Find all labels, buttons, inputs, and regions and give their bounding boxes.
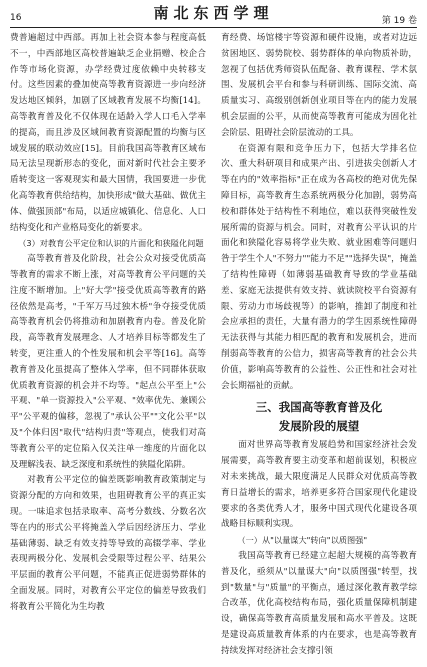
paragraph: 对教育公平定位的偏差既影响教育政策制定与资源分配的方向和效果，也阻碍教育公平的真正实现。一味追求包括录取率、高考分数线、分数名次等在内的形式公平将掩盖入学后因经济压力、学业基础薄弱、缺乏有效支持等导致的高辍学率、学业表现两极分化、发展机会受限等过程公平、结果公平层面的教育公平问题，不能真正促进弱势群体的全面发展。同时，对教育公平定位的偏差导致我们将教育公平简化为生均教 [10,475,206,612]
subsection-heading: （3）对教育公平定位和认识的片面化和狭隘化问题 [18,238,204,249]
page-header [10,2,417,26]
paragraph: 在资源有限和竞争压力下，包括大学排名位次、重大科研项目和成果产出、引进拔尖创新人才等在内的"效率指标"正在成为各高校的绝对优先保障目标，高等教育生态系统两极分化加剧，弱势高校和群体处于结构性不利地位，难以获得突破性发展所需的资源与机会。同时，对教育公平认识的片面化和狭隘化容易将学业失败、就业困难等问题归咎于学生个人"不努力""能力不足""选择失误"，掩盖了结构性障碍（如薄弱基础教育导致的学业基础差、家庭无法提供有效支持、就读院校平台资源有限、劳动力市场歧视等）的影响，推卸了制度和社会应承担的责任，大量有潜力的学生因系统性障碍无法获得与其能力相匹配的教育和发展机会，进而削弱高等教育的公信力，损害高等教育的社会公共价值，影响高等教育的公益性、公正性和社会对社会长期福祉的贡献。 [221,143,417,391]
paragraph: 高等教育普及化阶段，社会公众对接受优质高等教育的需求不断上涨，对高等教育公平问题的关注度不断增加。上"好大学"接受优质高等教育的路径依然是高考，"千军万马过独木桥"争夺接受优质高等教育机会仍将推动和加剧教育内卷。普及化阶段，高等教育发展理念、人才培养目标等都发生了转变，更注重人的个性发展和机会平等[16]。高等教育普及化虽提高了整体入学率，但不同群体获取优质教育资源的机会并不均等。"起点公平至上"公平观、"单一资源投入"公平观、"效率优先、兼顾公平"公平观的偏移，忽视了"承认公平""文化公平"以及"个体归因"取代"结构归责"等观点，使我们对高等教育公平的定位陷入仅关注单一维度的片面化以及理解浅表、缺乏深度和系统性的狭隘化陷阱。 [10,254,206,470]
volume-label: 第 19 卷 [381,16,417,26]
section-title [221,398,417,436]
paragraph: 育经费、场馆楼宇等资源和硬件设施，或者对边远贫困地区、弱势院校、弱势群体的单向物质补助，忽视了包括优秀师资队伍配备、教育课程、学术氛围、发展机会平台和参与科研训练、国际交流、高质量实习、高级别创新创业项目等在内的能力发展机会层面的公平，从而使高等教育可能成为固化社会阶层、阻碍社会阶层流动的工具。 [221,33,417,138]
section-title-line: 三、我国高等教育普及化 [255,400,383,415]
paragraph: 我国高等教育已经建立起超大规模的高等教育普及化，亟须从"以量谋大"向"以质图强"转型，找到"数量"与"质量"的平衡点，通过深化教育教学综合改革，优化高校结构布局，强化质量保障机制建设，确保高等教育高质量发展和高水平普及。这既是建设高质量教育体系的内在要求，也是高等教育持续发挥对经济社会支撑引领 [221,550,417,656]
journal-title: 南北东西学理 [153,4,274,22]
subsection-heading: （一）从"以量谋大"转向"以质图强" [237,535,368,546]
page-number: 16 [10,13,22,23]
header-rule [10,27,417,28]
left-column [10,31,206,663]
right-column [221,31,417,663]
paragraph: 费普遍超过中西部。再加上社会资本参与程度高低不一，中西部地区高校普遍缺乏企业捐赠、校企合作等市场化资源，办学经费过度依赖中央转移支付。这些因素的叠加使高等教育资源进一步向经济发达地区倾斜，加剧了区域教育发展不均衡[14]。高等教育普及化不仅体现在适龄入学人口毛入学率的提高，而且涉及区域间教育资源配置的均衡与区域发展的联动效应[15]。目前我国高等教育区域布局无法呈现新形态的变化，面对新时代社会主要矛盾转变这一客观现实和最大国情，我国要进一步优化高等教育供给结构，加快形成"做大基础、做优主体、做强顶部"布局，以适应城镇化、信息化、人口结构变化和产业格局变化的新要求。 [10,33,206,233]
paragraph: 面对世界高等教育发展趋势和国家经济社会发展需要，高等教育要主动变革和超前谋划，积极应对未来挑战，最大限度满足人民群众对优质高等教育日益增长的需求，培养更多符合国家现代化建设要求的各类优秀人才，服务中国式现代化建设各项战略目标顺利实现。 [221,440,417,530]
section-title-line: 发展阶段的展望 [278,419,360,434]
